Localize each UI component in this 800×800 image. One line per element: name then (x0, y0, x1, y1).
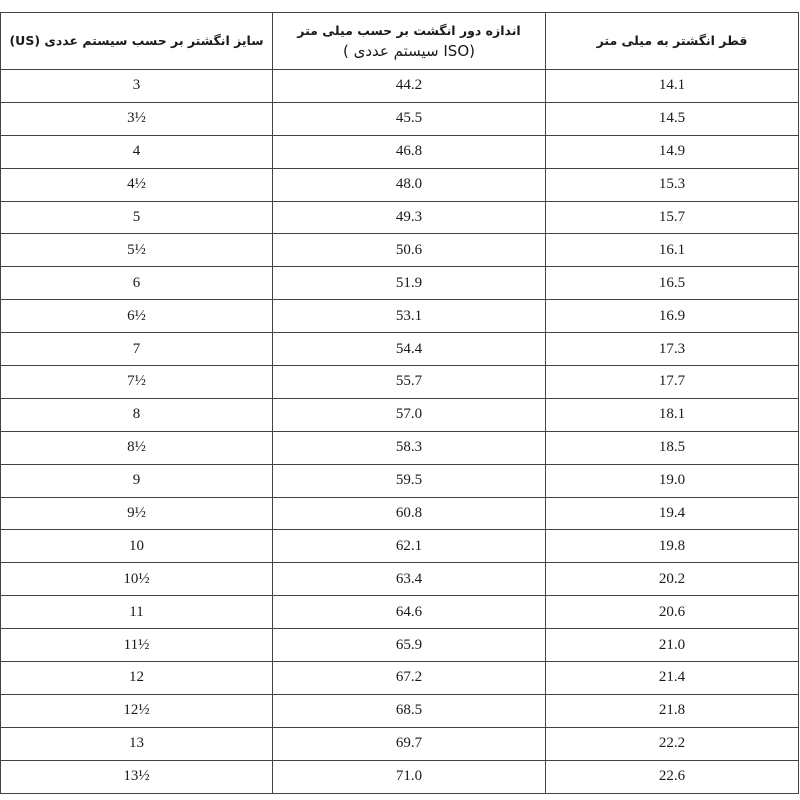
cell-circumference: 57.0 (273, 398, 546, 431)
table-row (1, 662, 799, 695)
ring-size-table-container (0, 12, 798, 794)
ring-size-table (0, 12, 799, 794)
header-row (1, 13, 799, 70)
cell-circumference: 53.1 (273, 300, 546, 333)
header-circumference-label: اندازه دور انگشت بر حسب میلی متر (297, 23, 521, 38)
cell-diameter: 16.5 (546, 267, 799, 300)
table-row (1, 464, 799, 497)
cell-circumference: 49.3 (273, 201, 546, 234)
cell-circumference: 60.8 (273, 497, 546, 530)
table-row (1, 629, 799, 662)
cell-diameter: 19.8 (546, 530, 799, 563)
table-row (1, 530, 799, 563)
table-row (1, 267, 799, 300)
cell-circumference: 46.8 (273, 135, 546, 168)
cell-us-size: 13 (1, 727, 273, 760)
table-row (1, 168, 799, 201)
cell-us-size: 8½ (1, 431, 273, 464)
cell-circumference: 64.6 (273, 596, 546, 629)
cell-us-size: 3½ (1, 102, 273, 135)
cell-us-size: 6½ (1, 300, 273, 333)
table-row (1, 300, 799, 333)
cell-us-size: 4 (1, 135, 273, 168)
cell-us-size: 10 (1, 530, 273, 563)
cell-circumference: 48.0 (273, 168, 546, 201)
table-row (1, 563, 799, 596)
table-row (1, 201, 799, 234)
cell-diameter: 20.6 (546, 596, 799, 629)
cell-diameter: 15.3 (546, 168, 799, 201)
header-circumference-sublabel: (ISO سیستم عددی ) (342, 42, 475, 60)
cell-us-size: 7 (1, 333, 273, 366)
cell-us-size: 3 (1, 70, 273, 103)
cell-diameter: 17.3 (546, 333, 799, 366)
table-body (1, 70, 799, 794)
cell-diameter: 20.2 (546, 563, 799, 596)
table-row (1, 102, 799, 135)
cell-us-size: 9 (1, 464, 273, 497)
cell-us-size: 13½ (1, 760, 273, 793)
header-diameter (546, 13, 799, 70)
cell-circumference: 50.6 (273, 234, 546, 267)
cell-diameter: 14.5 (546, 102, 799, 135)
cell-circumference: 51.9 (273, 267, 546, 300)
cell-circumference: 45.5 (273, 102, 546, 135)
cell-circumference: 55.7 (273, 366, 546, 399)
cell-us-size: 11 (1, 596, 273, 629)
cell-circumference: 71.0 (273, 760, 546, 793)
cell-diameter: 19.0 (546, 464, 799, 497)
cell-diameter: 21.0 (546, 629, 799, 662)
cell-us-size: 5½ (1, 234, 273, 267)
cell-circumference: 68.5 (273, 694, 546, 727)
table-header (1, 13, 799, 70)
table-row (1, 70, 799, 103)
table-row (1, 431, 799, 464)
cell-circumference: 62.1 (273, 530, 546, 563)
table-row (1, 366, 799, 399)
header-us-size-label: سایز انگشتر بر حسب سیستم عددی (US) (9, 33, 264, 48)
cell-diameter: 22.2 (546, 727, 799, 760)
cell-us-size: 5 (1, 201, 273, 234)
header-circumference (273, 13, 546, 70)
cell-circumference: 59.5 (273, 464, 546, 497)
header-us-size (1, 13, 273, 70)
table-row (1, 596, 799, 629)
table-row (1, 234, 799, 267)
cell-circumference: 44.2 (273, 70, 546, 103)
cell-circumference: 69.7 (273, 727, 546, 760)
cell-diameter: 18.5 (546, 431, 799, 464)
cell-us-size: 6 (1, 267, 273, 300)
table-row (1, 497, 799, 530)
cell-circumference: 54.4 (273, 333, 546, 366)
cell-diameter: 21.8 (546, 694, 799, 727)
cell-us-size: 9½ (1, 497, 273, 530)
cell-diameter: 14.9 (546, 135, 799, 168)
cell-us-size: 8 (1, 398, 273, 431)
cell-us-size: 10½ (1, 563, 273, 596)
table-row (1, 333, 799, 366)
cell-circumference: 65.9 (273, 629, 546, 662)
cell-circumference: 58.3 (273, 431, 546, 464)
cell-circumference: 63.4 (273, 563, 546, 596)
table-row (1, 135, 799, 168)
cell-diameter: 16.1 (546, 234, 799, 267)
cell-us-size: 12 (1, 662, 273, 695)
cell-diameter: 18.1 (546, 398, 799, 431)
cell-diameter: 21.4 (546, 662, 799, 695)
table-row (1, 727, 799, 760)
cell-us-size: 7½ (1, 366, 273, 399)
cell-us-size: 11½ (1, 629, 273, 662)
cell-diameter: 17.7 (546, 366, 799, 399)
cell-diameter: 16.9 (546, 300, 799, 333)
table-row (1, 398, 799, 431)
cell-diameter: 15.7 (546, 201, 799, 234)
cell-us-size: 12½ (1, 694, 273, 727)
cell-circumference: 67.2 (273, 662, 546, 695)
cell-diameter: 14.1 (546, 70, 799, 103)
header-diameter-label: قطر انگشتر به میلی متر (596, 33, 748, 48)
cell-us-size: 4½ (1, 168, 273, 201)
table-row (1, 694, 799, 727)
table-row (1, 760, 799, 793)
cell-diameter: 19.4 (546, 497, 799, 530)
cell-diameter: 22.6 (546, 760, 799, 793)
